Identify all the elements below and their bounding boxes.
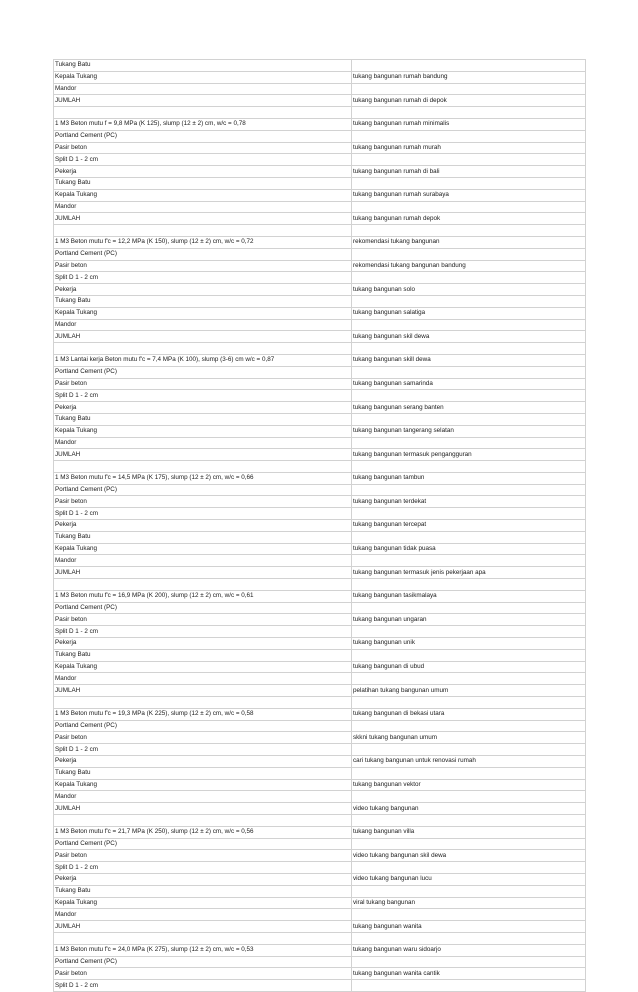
table-row xyxy=(54,638,586,650)
keyword-cell xyxy=(352,697,586,709)
table-row xyxy=(54,531,586,543)
item-cell: Kepala Tukang xyxy=(54,71,352,83)
table-row xyxy=(54,673,586,685)
table-row xyxy=(54,649,586,661)
keyword-cell: tukang bangunan salatiga xyxy=(352,307,586,319)
item-cell: Kepala Tukang xyxy=(54,425,352,437)
item-cell: Tukang Batu xyxy=(54,177,352,189)
table-row xyxy=(54,767,586,779)
table-body xyxy=(54,60,586,992)
keyword-cell: video tukang bangunan xyxy=(352,803,586,815)
table-row xyxy=(54,862,586,874)
table-row xyxy=(54,71,586,83)
table-row xyxy=(54,815,586,827)
table-row xyxy=(54,189,586,201)
keyword-cell: skkni tukang bangunan umum xyxy=(352,732,586,744)
keyword-cell xyxy=(352,909,586,921)
keyword-cell: tukang bangunan tambun xyxy=(352,472,586,484)
table-row xyxy=(54,378,586,390)
keyword-cell: viral tukang bangunan xyxy=(352,897,586,909)
keyword-cell xyxy=(352,177,586,189)
keyword-cell xyxy=(352,413,586,425)
keyword-cell xyxy=(352,343,586,355)
item-cell: JUMLAH xyxy=(54,449,352,461)
item-cell: Portland Cement (PC) xyxy=(54,248,352,260)
table-row xyxy=(54,83,586,95)
table-row xyxy=(54,213,586,225)
keyword-cell xyxy=(352,673,586,685)
table-row xyxy=(54,685,586,697)
table-row xyxy=(54,956,586,968)
spreadsheet xyxy=(53,59,585,992)
item-cell: JUMLAH xyxy=(54,567,352,579)
item-cell: 1 M3 Beton mutu f'c = 19,3 MPa (K 225), slump (12 ± 2) cm, w/c = 0,58 xyxy=(54,708,352,720)
table-row xyxy=(54,390,586,402)
keyword-cell: tukang bangunan rumah di bali xyxy=(352,166,586,178)
item-cell: Split D 1 - 2 cm xyxy=(54,862,352,874)
item-cell xyxy=(54,579,352,591)
keyword-cell xyxy=(352,319,586,331)
table-row xyxy=(54,602,586,614)
keyword-cell xyxy=(352,272,586,284)
table-row xyxy=(54,354,586,366)
keyword-cell: tukang bangunan serang banten xyxy=(352,402,586,414)
keyword-cell: tukang bangunan samarinda xyxy=(352,378,586,390)
item-cell: Kepala Tukang xyxy=(54,661,352,673)
table-row xyxy=(54,295,586,307)
table-row xyxy=(54,166,586,178)
item-cell: Portland Cement (PC) xyxy=(54,130,352,142)
keyword-cell: tukang bangunan tercepat xyxy=(352,520,586,532)
item-cell: Portland Cement (PC) xyxy=(54,838,352,850)
keyword-cell xyxy=(352,555,586,567)
item-cell: Split D 1 - 2 cm xyxy=(54,272,352,284)
keyword-cell: tukang bangunan skill dewa xyxy=(352,354,586,366)
keyword-cell: tukang bangunan rumah depok xyxy=(352,213,586,225)
item-cell: Kepala Tukang xyxy=(54,897,352,909)
keyword-cell xyxy=(352,720,586,732)
keyword-cell: rekomendasi tukang bangunan bandung xyxy=(352,260,586,272)
item-cell: Portland Cement (PC) xyxy=(54,366,352,378)
table-row xyxy=(54,425,586,437)
keyword-cell: tukang bangunan tangerang selatan xyxy=(352,425,586,437)
table-row xyxy=(54,932,586,944)
table-row xyxy=(54,697,586,709)
table-row xyxy=(54,343,586,355)
item-cell: Mandor xyxy=(54,791,352,803)
table-row xyxy=(54,307,586,319)
keyword-cell xyxy=(352,579,586,591)
table-row xyxy=(54,850,586,862)
table-row xyxy=(54,331,586,343)
table-row xyxy=(54,567,586,579)
item-cell: Tukang Batu xyxy=(54,531,352,543)
item-cell: Kepala Tukang xyxy=(54,189,352,201)
item-cell: 1 M3 Beton mutu f'c = 24,0 MPa (K 275), slump (12 ± 2) cm, w/c = 0,53 xyxy=(54,944,352,956)
table-row xyxy=(54,449,586,461)
keyword-cell: rekomendasi tukang bangunan xyxy=(352,236,586,248)
table-row xyxy=(54,909,586,921)
item-cell: 1 M3 Lantai kerja Beton mutu f'c = 7,4 MPa (K 100), slump (3-6) cm w/c = 0,87 xyxy=(54,354,352,366)
table-row xyxy=(54,284,586,296)
table-row xyxy=(54,366,586,378)
keyword-cell: video tukang bangunan skil dewa xyxy=(352,850,586,862)
item-cell xyxy=(54,815,352,827)
keyword-cell xyxy=(352,508,586,520)
item-cell: Pekerja xyxy=(54,520,352,532)
item-cell: Portland Cement (PC) xyxy=(54,720,352,732)
keyword-cell xyxy=(352,626,586,638)
item-cell: Split D 1 - 2 cm xyxy=(54,626,352,638)
keyword-cell: tukang bangunan wanita cantik xyxy=(352,968,586,980)
keyword-cell xyxy=(352,366,586,378)
keyword-cell xyxy=(352,390,586,402)
item-cell: 1 M3 Beton mutu f = 9,8 MPa (K 125), slump (12 ± 2) cm, w/c = 0,78 xyxy=(54,118,352,130)
table-row xyxy=(54,626,586,638)
keyword-cell: tukang bangunan termasuk pengangguran xyxy=(352,449,586,461)
item-cell: 1 M3 Beton mutu f'c = 12,2 MPa (K 150), slump (12 ± 2) cm, w/c = 0,72 xyxy=(54,236,352,248)
item-cell: Tukang Batu xyxy=(54,885,352,897)
table-row xyxy=(54,520,586,532)
keyword-cell xyxy=(352,862,586,874)
keyword-cell: tukang bangunan vektor xyxy=(352,779,586,791)
item-cell: Mandor xyxy=(54,909,352,921)
keyword-cell: video tukang bangunan lucu xyxy=(352,873,586,885)
keyword-cell xyxy=(352,83,586,95)
table-row xyxy=(54,413,586,425)
keyword-cell: tukang bangunan skil dewa xyxy=(352,331,586,343)
item-cell: Pekerja xyxy=(54,873,352,885)
keyword-cell xyxy=(352,107,586,119)
table-row xyxy=(54,177,586,189)
item-cell: JUMLAH xyxy=(54,95,352,107)
table-row xyxy=(54,484,586,496)
table-row xyxy=(54,142,586,154)
item-cell: Pasir beton xyxy=(54,378,352,390)
table-row xyxy=(54,272,586,284)
table-row xyxy=(54,248,586,260)
table-row xyxy=(54,732,586,744)
table-row xyxy=(54,201,586,213)
item-cell: Pekerja xyxy=(54,638,352,650)
item-cell xyxy=(54,107,352,119)
item-cell: 1 M3 Beton mutu f'c = 21,7 MPa (K 250), slump (12 ± 2) cm, w/c = 0,56 xyxy=(54,826,352,838)
item-cell: Tukang Batu xyxy=(54,649,352,661)
keyword-cell xyxy=(352,815,586,827)
keyword-cell xyxy=(352,295,586,307)
item-cell: Pekerja xyxy=(54,756,352,768)
table-row xyxy=(54,579,586,591)
table-row xyxy=(54,873,586,885)
keyword-cell: tukang bangunan rumah murah xyxy=(352,142,586,154)
table-row xyxy=(54,225,586,237)
keyword-cell: tukang bangunan rumah di depok xyxy=(352,95,586,107)
keyword-cell: tukang bangunan tasikmalaya xyxy=(352,590,586,602)
item-cell: Pasir beton xyxy=(54,732,352,744)
table-row xyxy=(54,838,586,850)
table-row xyxy=(54,60,586,72)
table-row xyxy=(54,826,586,838)
item-cell: Tukang Batu xyxy=(54,295,352,307)
table-row xyxy=(54,496,586,508)
item-cell: Pekerja xyxy=(54,402,352,414)
item-cell: Pasir beton xyxy=(54,968,352,980)
item-cell: JUMLAH xyxy=(54,213,352,225)
keyword-cell xyxy=(352,956,586,968)
keyword-cell: pelatihan tukang bangunan umum xyxy=(352,685,586,697)
item-cell: Split D 1 - 2 cm xyxy=(54,154,352,166)
keyword-cell xyxy=(352,461,586,473)
table-row xyxy=(54,472,586,484)
keyword-cell xyxy=(352,225,586,237)
table-row xyxy=(54,756,586,768)
table-row xyxy=(54,661,586,673)
item-cell: Kepala Tukang xyxy=(54,543,352,555)
table-row xyxy=(54,437,586,449)
keyword-cell: tukang bangunan unik xyxy=(352,638,586,650)
item-cell: Kepala Tukang xyxy=(54,307,352,319)
item-cell: JUMLAH xyxy=(54,685,352,697)
keyword-cell: tukang bangunan rumah minimalis xyxy=(352,118,586,130)
table-row xyxy=(54,107,586,119)
keyword-cell xyxy=(352,484,586,496)
item-cell xyxy=(54,932,352,944)
keyword-cell xyxy=(352,791,586,803)
table-row xyxy=(54,708,586,720)
item-cell: Pekerja xyxy=(54,284,352,296)
item-cell: JUMLAH xyxy=(54,803,352,815)
keyword-cell xyxy=(352,767,586,779)
item-cell: Pasir beton xyxy=(54,850,352,862)
table-row xyxy=(54,118,586,130)
keyword-cell xyxy=(352,980,586,992)
item-cell: Split D 1 - 2 cm xyxy=(54,390,352,402)
item-cell: Tukang Batu xyxy=(54,60,352,72)
table-row xyxy=(54,260,586,272)
keyword-cell: cari tukang bangunan untuk renovasi rumah xyxy=(352,756,586,768)
item-cell: 1 M3 Beton mutu f'c = 14,5 MPa (K 175), slump (12 ± 2) cm, w/c = 0,66 xyxy=(54,472,352,484)
table-row xyxy=(54,968,586,980)
keyword-cell xyxy=(352,932,586,944)
keyword-cell: tukang bangunan di bekasi utara xyxy=(352,708,586,720)
item-cell: Split D 1 - 2 cm xyxy=(54,744,352,756)
item-cell: Pasir beton xyxy=(54,260,352,272)
keyword-cell xyxy=(352,744,586,756)
keyword-cell: tukang bangunan terdekat xyxy=(352,496,586,508)
table-row xyxy=(54,980,586,992)
keyword-cell xyxy=(352,885,586,897)
item-cell: Pasir beton xyxy=(54,142,352,154)
keyword-cell: tukang bangunan rumah bandung xyxy=(352,71,586,83)
item-cell: Split D 1 - 2 cm xyxy=(54,508,352,520)
item-cell: Pasir beton xyxy=(54,614,352,626)
keyword-cell xyxy=(352,437,586,449)
keyword-cell: tukang bangunan waru sidoarjo xyxy=(352,944,586,956)
item-cell: Tukang Batu xyxy=(54,767,352,779)
keyword-cell xyxy=(352,60,586,72)
table-row xyxy=(54,461,586,473)
table-row xyxy=(54,236,586,248)
table-row xyxy=(54,803,586,815)
item-cell: Portland Cement (PC) xyxy=(54,956,352,968)
item-cell xyxy=(54,343,352,355)
item-cell: Mandor xyxy=(54,437,352,449)
item-cell: Mandor xyxy=(54,319,352,331)
item-cell xyxy=(54,461,352,473)
table-row xyxy=(54,402,586,414)
table-row xyxy=(54,744,586,756)
keyword-cell: tukang bangunan termasuk jenis pekerjaan apa xyxy=(352,567,586,579)
item-cell: Pasir beton xyxy=(54,496,352,508)
table-row xyxy=(54,921,586,933)
item-cell: Mandor xyxy=(54,555,352,567)
item-cell: Mandor xyxy=(54,83,352,95)
item-cell xyxy=(54,225,352,237)
keyword-cell xyxy=(352,130,586,142)
table-row xyxy=(54,779,586,791)
table-row xyxy=(54,130,586,142)
item-cell: Pekerja xyxy=(54,166,352,178)
keyword-cell: tukang bangunan ungaran xyxy=(352,614,586,626)
item-cell: Kepala Tukang xyxy=(54,779,352,791)
table-row xyxy=(54,95,586,107)
keyword-cell xyxy=(352,201,586,213)
item-cell: 1 M3 Beton mutu f'c = 16,9 MPa (K 200), slump (12 ± 2) cm, w/c = 0,61 xyxy=(54,590,352,602)
item-cell: Portland Cement (PC) xyxy=(54,602,352,614)
keyword-cell xyxy=(352,531,586,543)
item-cell: Portland Cement (PC) xyxy=(54,484,352,496)
table-row xyxy=(54,154,586,166)
keyword-cell: tukang bangunan villa xyxy=(352,826,586,838)
keyword-cell: tukang bangunan di ubud xyxy=(352,661,586,673)
item-cell: Split D 1 - 2 cm xyxy=(54,980,352,992)
data-table xyxy=(53,59,586,992)
table-row xyxy=(54,885,586,897)
table-row xyxy=(54,590,586,602)
keyword-cell: tukang bangunan solo xyxy=(352,284,586,296)
keyword-cell xyxy=(352,602,586,614)
keyword-cell xyxy=(352,838,586,850)
keyword-cell: tukang bangunan tidak puasa xyxy=(352,543,586,555)
item-cell: Mandor xyxy=(54,201,352,213)
item-cell xyxy=(54,697,352,709)
table-row xyxy=(54,508,586,520)
table-row xyxy=(54,614,586,626)
item-cell: Mandor xyxy=(54,673,352,685)
item-cell: Tukang Batu xyxy=(54,413,352,425)
table-row xyxy=(54,791,586,803)
keyword-cell xyxy=(352,649,586,661)
table-row xyxy=(54,543,586,555)
table-row xyxy=(54,720,586,732)
item-cell: JUMLAH xyxy=(54,331,352,343)
keyword-cell: tukang bangunan rumah surabaya xyxy=(352,189,586,201)
table-row xyxy=(54,319,586,331)
table-row xyxy=(54,944,586,956)
keyword-cell xyxy=(352,154,586,166)
item-cell: JUMLAH xyxy=(54,921,352,933)
keyword-cell xyxy=(352,248,586,260)
keyword-cell: tukang bangunan wanita xyxy=(352,921,586,933)
table-row xyxy=(54,555,586,567)
